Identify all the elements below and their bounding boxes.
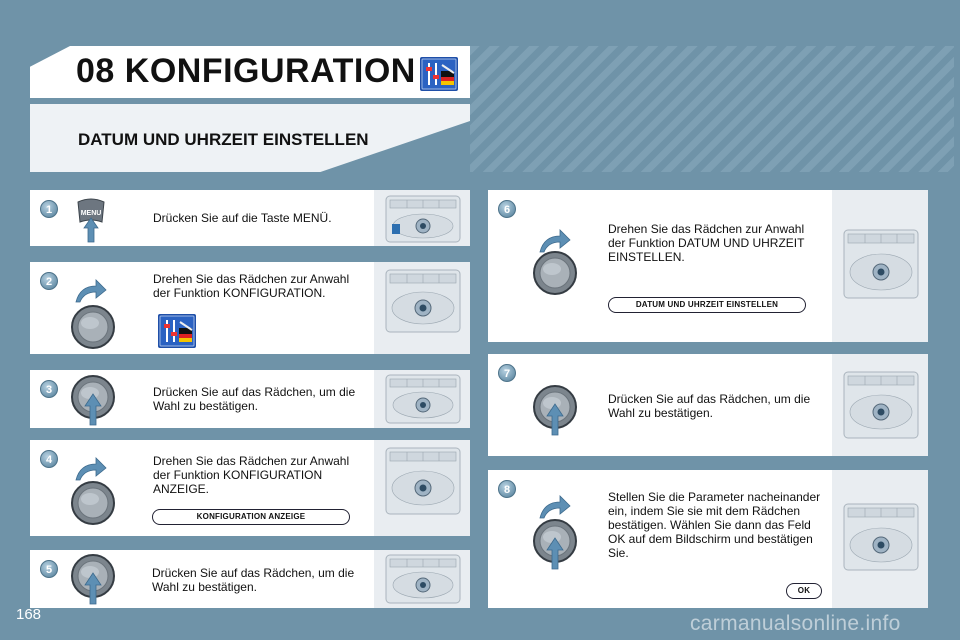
step-4-badge: 4 bbox=[40, 450, 58, 468]
chapter-number: 08 bbox=[76, 52, 115, 90]
step-1-badge: 1 bbox=[40, 200, 58, 218]
header-hatch-pattern bbox=[470, 46, 954, 172]
step-3-badge: 3 bbox=[40, 380, 58, 398]
page-number: 168 bbox=[16, 606, 42, 623]
step-7-text: Drücken Sie auf das Rädchen, um die Wahl zu bestätigen. bbox=[608, 392, 811, 420]
rotate-arrow-icon bbox=[72, 278, 108, 304]
ok-pill: OK bbox=[786, 583, 822, 599]
chapter-title bbox=[76, 52, 416, 91]
step-4-text: Drehen Sie das Rädchen zur Anwahl der Funktion KONFIGURATION ANZEIGE. bbox=[153, 454, 350, 496]
step-2-text: Drehen Sie das Rädchen zur Anwahl der Funktion KONFIGURATION. bbox=[153, 272, 350, 300]
menu-item-pill: KONFIGURATION ANZEIGE bbox=[152, 509, 350, 525]
knob-press-icon bbox=[70, 553, 116, 605]
step-3-thumbnail bbox=[374, 370, 470, 428]
rotate-arrow-icon bbox=[536, 494, 572, 520]
watermark: carmanualsonline.info bbox=[690, 612, 901, 635]
knob-press-icon bbox=[70, 374, 116, 426]
step-5-thumbnail bbox=[374, 550, 470, 608]
step-6-thumbnail bbox=[832, 190, 928, 342]
menu-button-icon bbox=[76, 196, 106, 244]
section-title: DATUM UND UHRZEIT EINSTELLEN bbox=[78, 130, 369, 149]
step-8-text: Stellen Sie die Parameter nacheinander ein, indem Sie sie mit dem Rädchen bestätigen. Wählen Sie dann das Feld OK auf dem Bildschirm und bestätigen Sie. bbox=[608, 490, 821, 560]
chapter-name: KONFIGURATION bbox=[124, 52, 416, 90]
step-8-thumbnail bbox=[832, 470, 928, 608]
step-1-thumbnail bbox=[374, 190, 470, 246]
step-2-thumbnail bbox=[374, 262, 470, 354]
menu-button-label: MENU bbox=[80, 210, 102, 217]
step-8-badge: 8 bbox=[498, 480, 516, 498]
menu-item-pill: DATUM UND UHRZEIT EINSTELLEN bbox=[608, 297, 806, 313]
step-7-badge: 7 bbox=[498, 364, 516, 382]
step-1-text: Drücken Sie auf die Taste MENÜ. bbox=[153, 211, 332, 225]
knob-icon bbox=[532, 250, 578, 296]
configuration-icon bbox=[420, 57, 458, 91]
knob-icon bbox=[70, 304, 116, 350]
step-5-text: Drücken Sie auf das Rädchen, um die Wahl zu bestätigen. bbox=[152, 566, 355, 594]
step-6-badge: 6 bbox=[498, 200, 516, 218]
step-5-badge: 5 bbox=[40, 560, 58, 578]
step-4-thumbnail bbox=[374, 440, 470, 536]
rotate-arrow-icon bbox=[72, 456, 108, 482]
step-6-text: Drehen Sie das Rädchen zur Anwahl der Funktion DATUM UND UHRZEIT EINSTELLEN. bbox=[608, 222, 805, 264]
knob-press-icon bbox=[532, 518, 578, 570]
knob-press-icon bbox=[532, 384, 578, 436]
configuration-icon bbox=[158, 314, 196, 348]
step-3-text: Drücken Sie auf das Rädchen, um die Wahl zu bestätigen. bbox=[153, 385, 356, 413]
step-2-badge: 2 bbox=[40, 272, 58, 290]
step-7-thumbnail bbox=[832, 354, 928, 456]
knob-icon bbox=[70, 480, 116, 526]
